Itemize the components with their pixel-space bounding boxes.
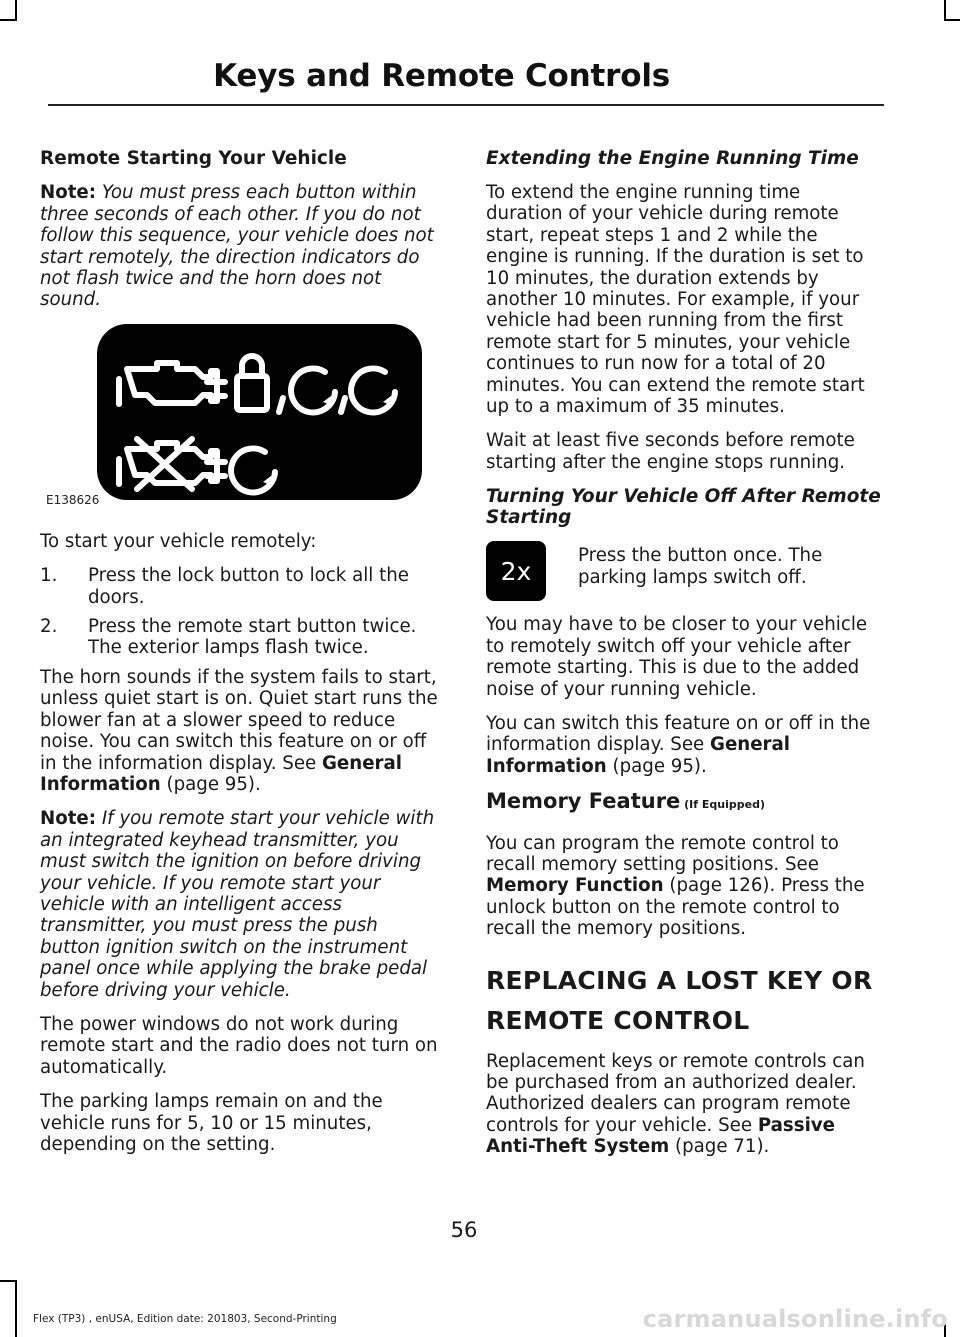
crop-mark [0, 19, 17, 21]
page-number: 56 [450, 1218, 478, 1242]
remote-start-icon [231, 448, 275, 492]
right-column [486, 144, 882, 1171]
remote-start-diagram [97, 324, 422, 500]
section-heading: REPLACING A LOST KEY OR REMOTE CONTROL [486, 965, 873, 1035]
crop-mark [15, 1280, 17, 1337]
remote-start-icon [351, 368, 395, 412]
lock-icon [237, 356, 267, 410]
para-wait: Wait at least five seconds before remote starting after the engine stops running. [486, 430, 855, 473]
para-closer: You may have to be closer to your vehicle to remotely switch off your vehicle after remote starting. This is due to the added noise of your running vehicle. [486, 614, 868, 700]
xref-link[interactable]: Memory Function [486, 875, 664, 897]
para-replace: Replacement keys or remote controls can be purchased from an authorized dealer. Authorized dealers can program remote controls for your vehicle. See Passive Anti-Theft System (page 71). [486, 1050, 865, 1158]
remote-start-2x-icon: 2x [486, 541, 546, 601]
para-horn: The horn sounds if the system fails to start, unless quiet start is on. Quiet start runs the blower fan at a slower speed to reduce noise. You can switch this feature on or off in the information display. See General Information (page 95). [40, 666, 438, 795]
press-text: Press the button once. The parking lamps switch off. [578, 545, 823, 588]
heading-extending: Extending the Engine Running Time [486, 148, 859, 169]
heading-turning-off: Turning Your Vehicle Off After Remote Starting [486, 486, 881, 529]
press-row [486, 541, 882, 601]
note-transmitter: Note: If you remote start your vehicle with an integrated keyhead transmitter, you must switch the ignition on before driving your vehicle. If you remote start your vehicle with an intelligent access transmitter, you must press the push button ignition switch on the instrument panel once while applying the brake pedal before driving your vehicle. [40, 808, 435, 1001]
note-sequence: Note: You must press each button within three seconds of each other. If you do not follow this sequence, your vehicle does not start remotely, the direction indicators do not flash twice and the horn does not sound. [40, 182, 434, 311]
list-item: 2. Press the remote start button twice. The exterior lamps flash twice. [40, 616, 417, 659]
para-extend: To extend the engine running time duration of your vehicle during remote start, repeat steps 1 and 2 while the engine is running. If the duration is set to 10 minutes, the duration extends by another 10 minutes. For example, if your vehicle had been running from the first remote start for 5 minutes, your vehicle continues to run now for a total of 20 minutes. You can extend the remote start up to a maximum of 35 minutes. [486, 182, 865, 418]
para-switch: You can switch this feature on or off in the information display. See General Information (page 95). [486, 712, 871, 777]
crop-mark [944, 0, 946, 20]
remote-start-figure [40, 324, 380, 510]
para-memory: You can program the remote control to recall memory setting positions. See Memory Function (page 126). Press the unlock button on the remote control to recall the memory positions. [486, 832, 865, 940]
para-lamps: The parking lamps remain on and the vehicle runs for 5, 10 or 15 minutes, depending on the setting. [40, 1091, 383, 1155]
left-column [40, 144, 438, 1168]
heading-remote-starting: Remote Starting Your Vehicle [40, 148, 347, 169]
watermark: carmanualsonline.info [642, 1305, 948, 1333]
xref-link[interactable]: Passive Anti-Theft System [486, 1114, 836, 1158]
intro-text: To start your vehicle remotely: [40, 530, 317, 552]
list-item: 1. Press the lock button to lock all the doors. [40, 565, 409, 608]
page-title: Keys and Remote Controls [213, 58, 670, 94]
xref-link[interactable]: General Information [486, 734, 791, 777]
xref-link[interactable]: General Information [40, 752, 403, 795]
header-rule [48, 104, 884, 106]
para-windows: The power windows do not work during remote start and the radio does not turn on automatically. [40, 1013, 438, 1078]
footer-text: Flex (TP3) , enUSA, Edition date: 201803, Second-Printing [33, 1313, 337, 1325]
crop-mark [0, 1280, 17, 1282]
crop-mark [15, 0, 17, 20]
crop-mark [944, 19, 960, 21]
remote-start-icon [291, 368, 335, 412]
engine-off-icon [119, 439, 217, 489]
engine-icon [119, 363, 217, 404]
figure-code: E138626 [46, 493, 100, 508]
heading-memory-feature: Memory Feature (If Equipped) [486, 789, 765, 814]
